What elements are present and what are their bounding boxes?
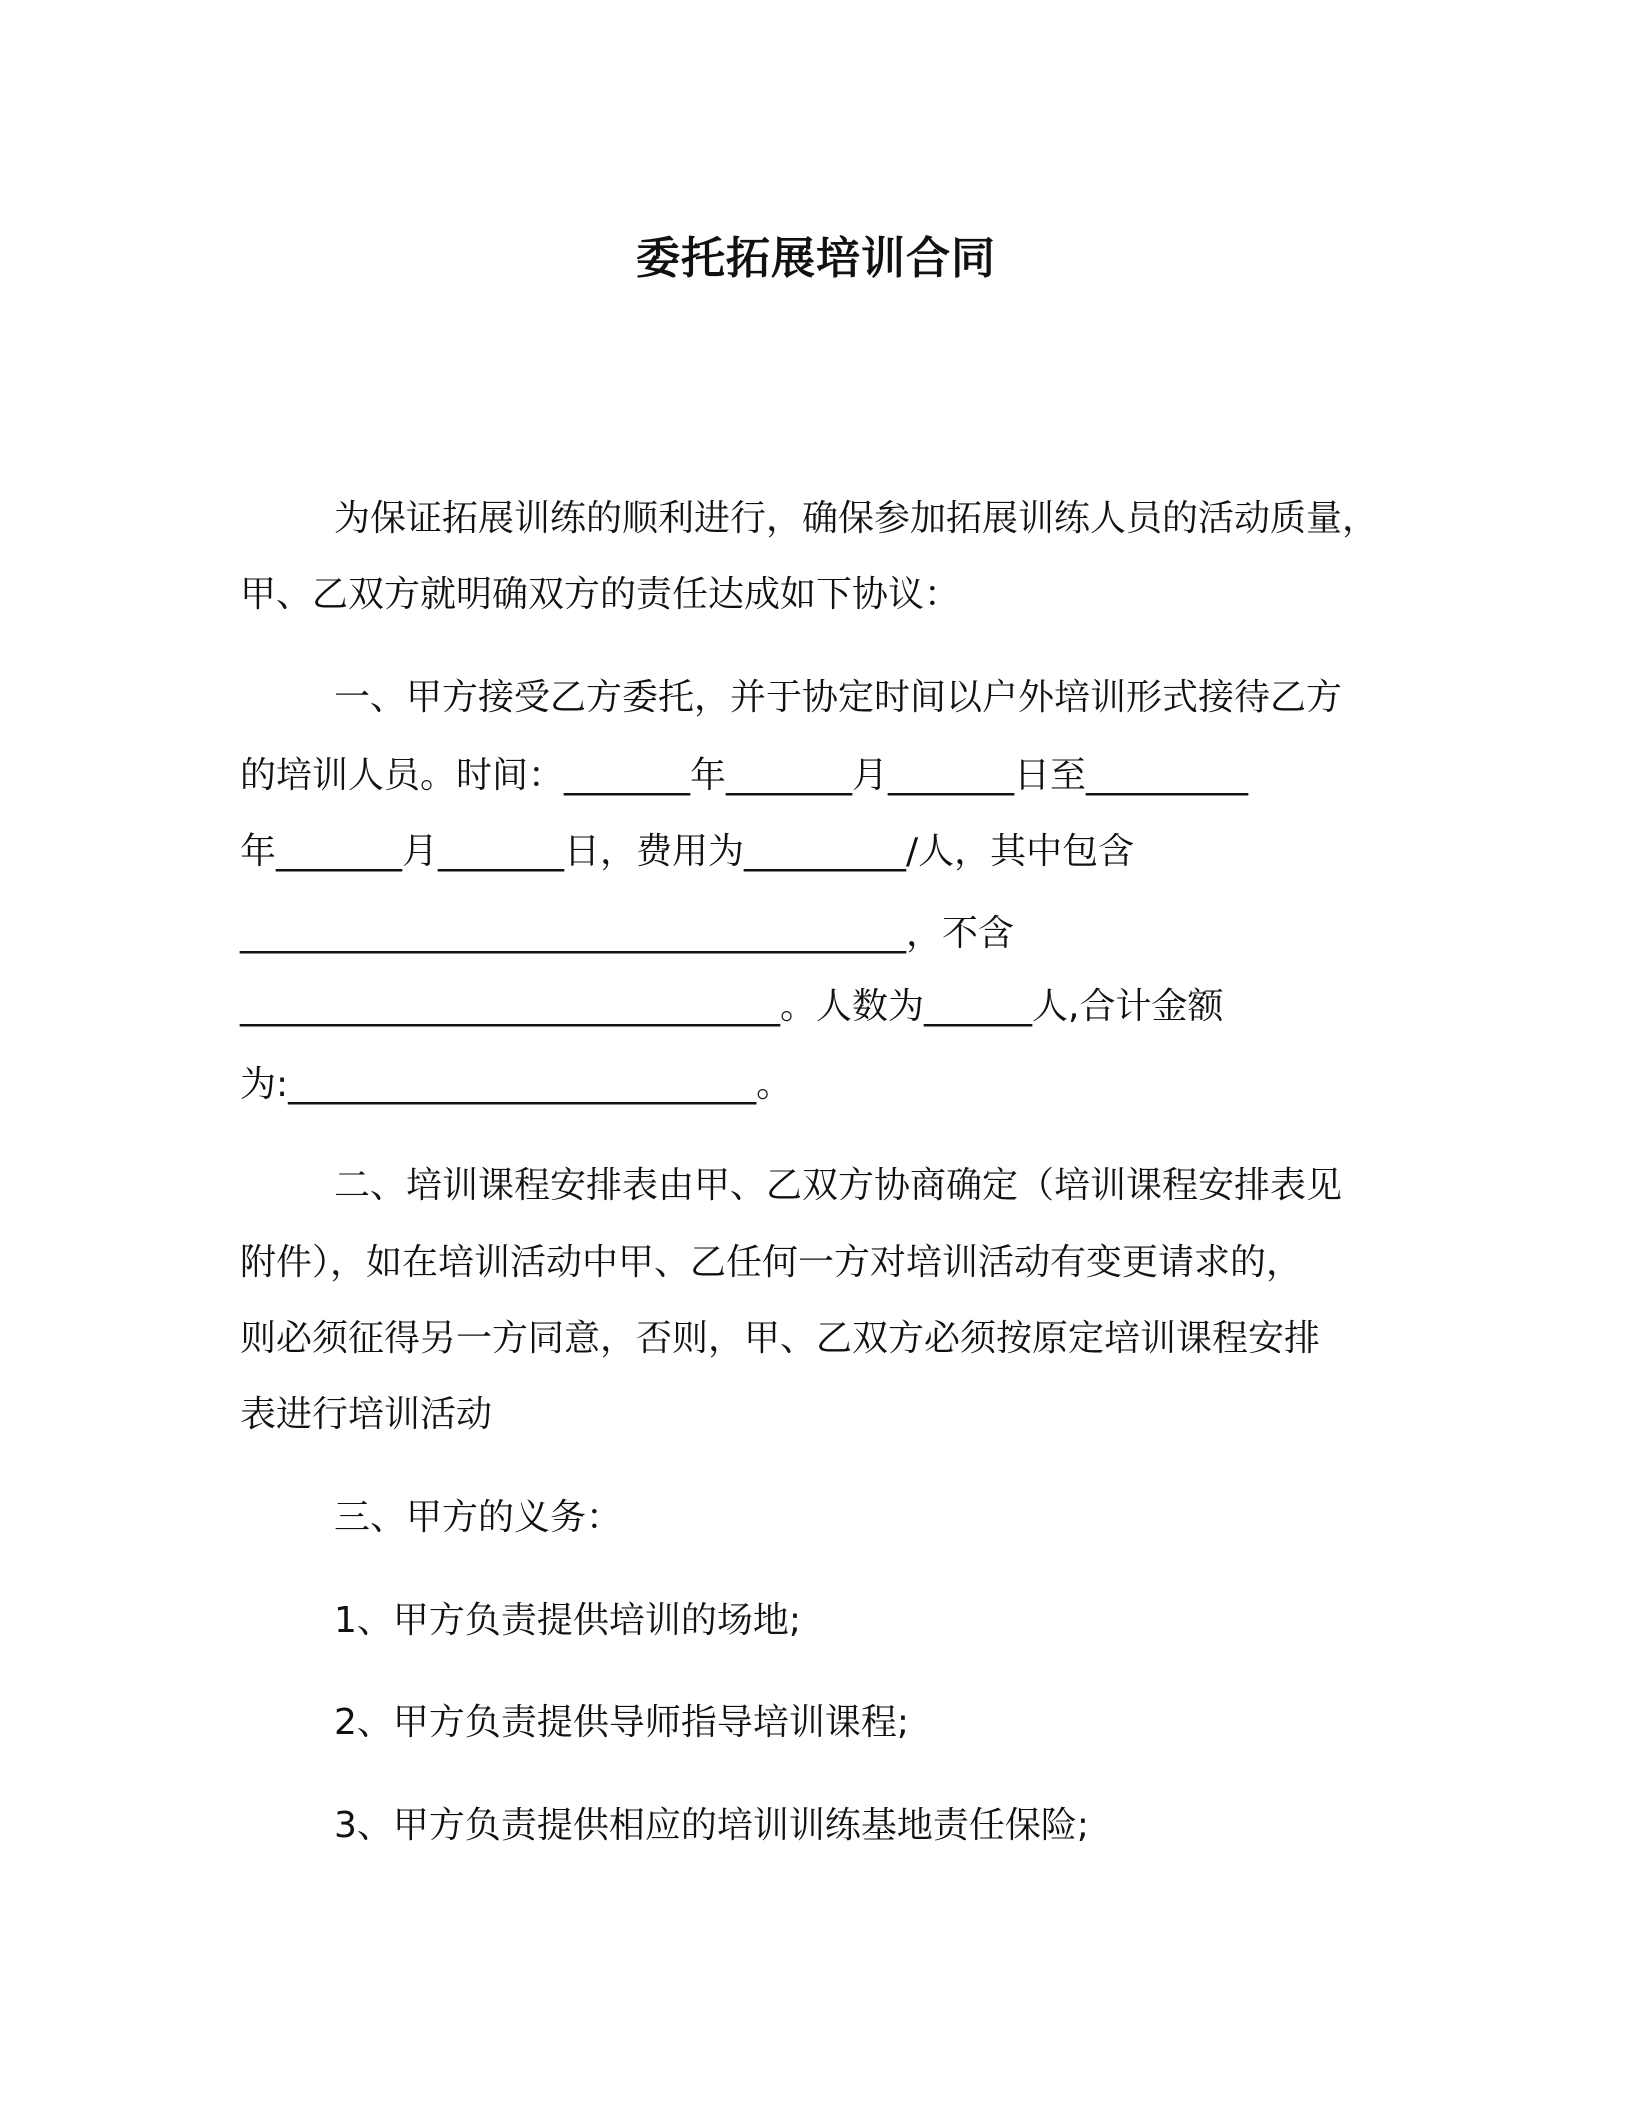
clause-1-line-3: 年_______月_______日，费用为_________/人，其中包含 <box>240 831 1135 872</box>
intro-line-2: 甲、乙双方就明确双方的责任达成如下协议： <box>240 574 961 615</box>
clause-2-line-3: 则必须征得另一方同意，否则，甲、乙双方必须按原定培训课程安排 <box>240 1318 1321 1359</box>
clause-3-heading: 三、甲方的义务： <box>334 1497 623 1538</box>
clause-1-line-6: 为:__________________________。 <box>240 1064 793 1105</box>
clause-1-line-5: ______________________________。人数为______人,合计金额 <box>240 986 1224 1027</box>
clause-2-line-4: 表进行培训活动 <box>240 1394 493 1435</box>
clause-1-line-1: 一、甲方接受乙方委托，并于协定时间以户外培训形式接待乙方 <box>334 677 1343 718</box>
clause-1-line-4: _____________________________________，不含 <box>240 913 1015 954</box>
intro-line-1: 为保证拓展训练的顺利进行，确保参加拓展训练人员的活动质量， <box>334 498 1379 539</box>
clause-2-line-1: 二、培训课程安排表由甲、乙双方协商确定（培训课程安排表见 <box>334 1165 1343 1206</box>
clause-3-item-3: 3、甲方负责提供相应的培训训练基地责任保险; <box>334 1805 1090 1846</box>
clause-3-item-1: 1、甲方负责提供培训的场地; <box>334 1600 802 1641</box>
document-title: 委托拓展培训合同 <box>636 233 996 284</box>
clause-3-item-2: 2、甲方负责提供导师指导培训课程; <box>334 1702 910 1743</box>
clause-2-line-2: 附件），如在培训活动中甲、乙任何一方对培训活动有变更请求的， <box>240 1242 1303 1283</box>
clause-1-line-2: 的培训人员。时间：_______年_______月_______日至_________ <box>240 755 1249 796</box>
